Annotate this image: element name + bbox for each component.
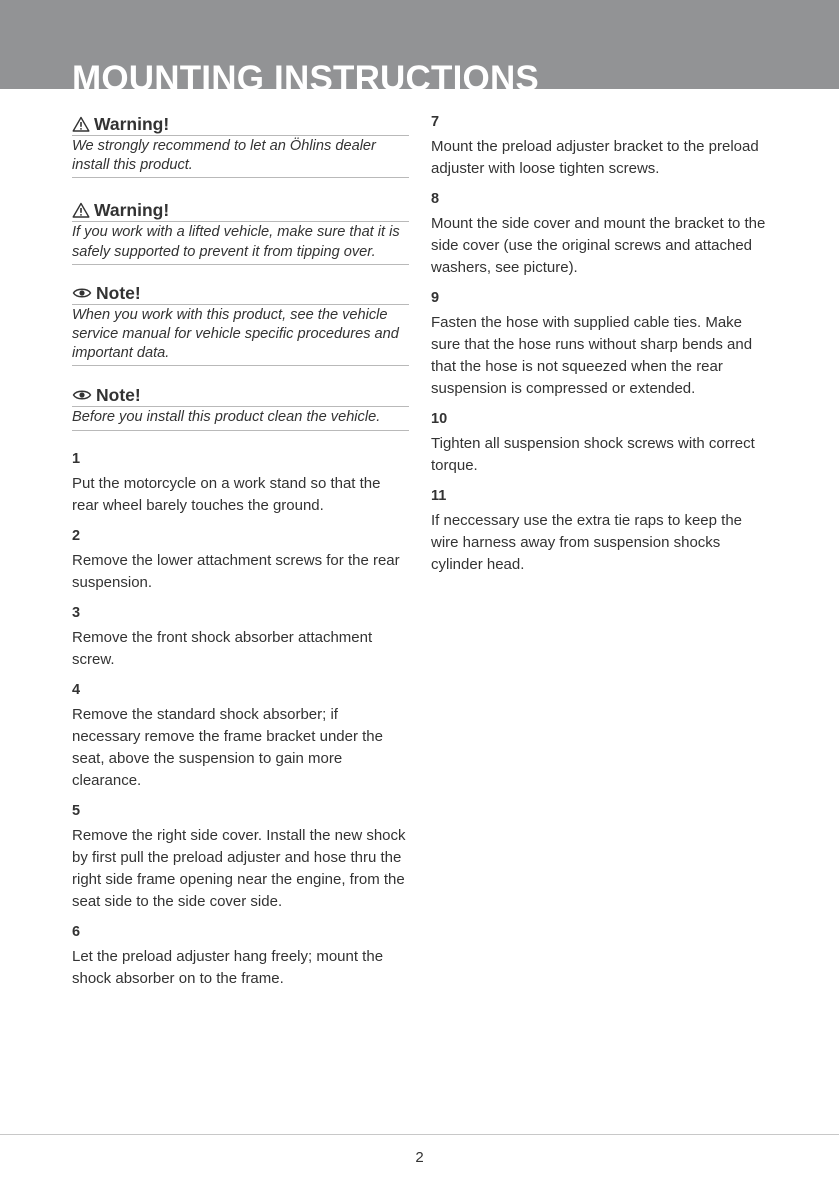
eye-icon xyxy=(72,388,92,402)
step-number: 9 xyxy=(431,290,440,306)
step-text: If neccessary use the extra tie raps to keep the wire harness away from suspension shocks cylinder head. xyxy=(431,512,743,573)
step xyxy=(431,410,771,477)
step xyxy=(72,802,409,913)
step xyxy=(431,289,771,400)
step-text: Mount the preload adjuster bracket to the preload adjuster with loose tighten screws. xyxy=(431,138,759,177)
notice-label: Note! xyxy=(96,282,141,303)
step-number: 2 xyxy=(72,527,81,544)
step-number: 5 xyxy=(72,802,81,819)
notice-text: If you work with a lifted vehicle, make sure that it is safely supported to prevent it from tipping over. xyxy=(72,222,409,264)
warning-notice xyxy=(72,113,409,178)
notice-heading xyxy=(72,199,409,222)
step-number: 3 xyxy=(72,604,81,621)
step-number: 10 xyxy=(431,411,448,427)
warning-triangle-icon xyxy=(72,202,90,218)
step-text: Remove the front shock absorber attachment screw. xyxy=(72,628,373,668)
step-text: Let the preload adjuster hang freely; mount the shock absorber on to the frame. xyxy=(72,947,384,987)
step xyxy=(72,604,409,671)
step xyxy=(431,113,771,180)
right-column xyxy=(431,113,771,576)
warning-notice xyxy=(72,199,409,264)
step-text: Mount the side cover and mount the bracket to the side cover (use the original screws and attached washers, see picture). xyxy=(431,215,766,276)
step-number: 4 xyxy=(72,681,81,698)
step-number: 6 xyxy=(72,923,81,940)
notice-text: Before you install this product clean the vehicle. xyxy=(72,407,409,430)
step-text: Remove the right side cover. Install the new shock by first pull the preload adjuster and hose thru the right side frame opening near the engine, from the seat side to the side cover side. xyxy=(72,826,406,910)
notice-text: We strongly recommend to let an Öhlins dealer install this product. xyxy=(72,136,409,178)
notice-heading xyxy=(72,282,409,305)
step xyxy=(72,527,409,594)
step-text: Remove the lower attachment screws for the rear suspension. xyxy=(72,551,400,591)
notice-heading xyxy=(72,113,409,136)
step-number: 8 xyxy=(431,191,440,207)
page-number: 2 xyxy=(415,1149,424,1166)
footer-divider xyxy=(0,1134,839,1135)
step-number: 1 xyxy=(72,450,81,467)
step xyxy=(72,450,409,517)
warning-triangle-icon xyxy=(72,116,90,132)
step-text: Fasten the hose with supplied cable ties. Make sure that the hose runs without sharp bends and that the hose is not squeezed when the rear suspension is compressed or extended. xyxy=(431,314,753,397)
step-number: 7 xyxy=(431,114,440,130)
note-notice xyxy=(72,282,409,367)
notice-label: Note! xyxy=(96,385,141,406)
step xyxy=(72,923,409,990)
page-title: MOUNTING INSTRUCTIONS xyxy=(72,59,539,89)
step-text: Remove the standard shock absorber; if necessary remove the frame bracket under the seat, above the suspension to gain more clearance. xyxy=(72,705,383,789)
left-column xyxy=(72,113,409,990)
step-number: 11 xyxy=(431,488,447,504)
step-text: Tighten all suspension shock screws with correct torque. xyxy=(431,435,755,474)
note-notice xyxy=(72,384,409,430)
step xyxy=(431,190,771,279)
step-text: Put the motorcycle on a work stand so that the rear wheel barely touches the ground. xyxy=(72,474,381,514)
notice-label: Warning! xyxy=(94,114,170,134)
step xyxy=(431,487,771,576)
notice-text: When you work with this product, see the vehicle service manual for vehicle specific procedures and important data. xyxy=(72,305,409,367)
step xyxy=(72,681,409,792)
notice-label: Warning! xyxy=(94,200,170,221)
notice-heading xyxy=(72,384,409,407)
header-band xyxy=(0,0,839,89)
eye-icon xyxy=(72,286,92,300)
